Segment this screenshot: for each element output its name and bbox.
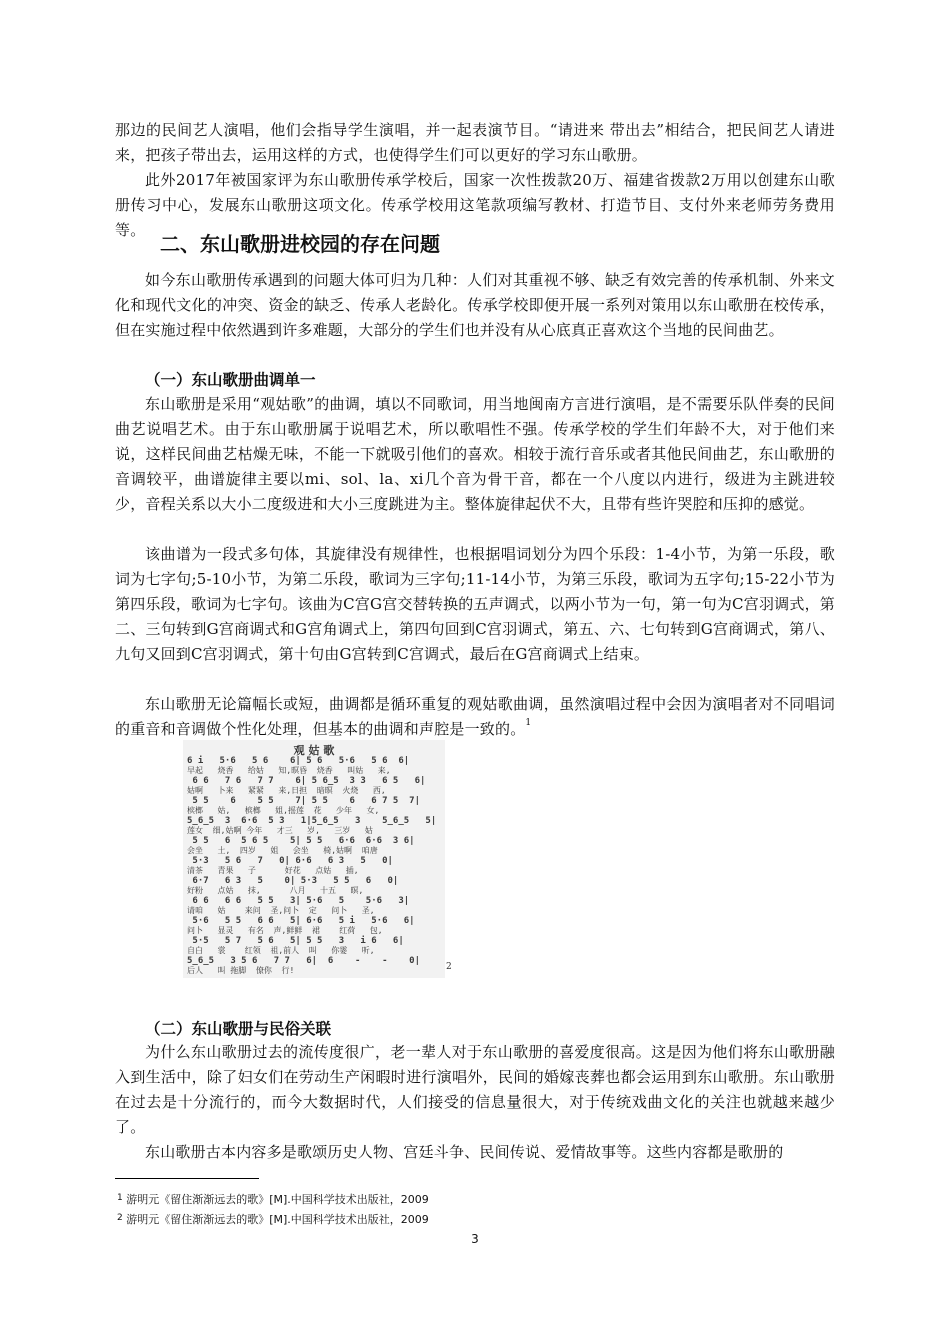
- score-note-line: 5 5 6 5 5 7| 5 5 6 6 7 5 7|: [187, 796, 420, 806]
- score-note-line: 5̲6̲5 3 5 6 7 7 6| 6 - - 0|: [187, 956, 420, 966]
- score-note-line: 5·3 5 6 7 0| 6·6 6 3 5 0|: [187, 856, 393, 866]
- footnote: [117, 1192, 429, 1207]
- paragraph: 东山歌册是采用“观姑歌”的曲调，填以不同歌词，用当地闽南方言进行演唱，是不需要乐队伴奏的民间曲艺说唱艺术。由于东山歌册属于说唱艺术，所以歌唱性不强。传承学校的学生们年龄不大，对于他们来说，这样民间曲艺枯燥无味，不能一下就吸引他们的喜欢。相较于流行音乐或者其他民间曲艺，东山歌册的音调较平，曲谱旋律主要以mi、sol、la、xi几个音为骨干音，都在一个八度以内进行，级进为主跳进较少，音程关系以大小二度级进和大小三度跳进为主。整体旋律起伏不大，且带有些许哭腔和压抑的感觉。: [115, 395, 835, 513]
- score-lyric-line: 清茶 青果 子 好花 点姑 插,: [187, 866, 359, 875]
- footnote-text: 游明元《留住渐渐远去的歌》[M].中国科学技术出版社，2009: [126, 1213, 429, 1226]
- paragraph: 为什么东山歌册过去的流传度很广，老一辈人对于东山歌册的喜爱度很高。这是因为他们将东山歌册融入到生活中，除了妇女们在劳动生产闲暇时进行演唱外，民间的婚嫁丧葬也都会运用到东山歌册。东山歌册在过去是十分流行的，而今大数据时代，人们接受的信息量很大，对于传统戏曲文化的关注也就越来越少了。: [115, 1043, 835, 1136]
- paragraph: 东山歌册古本内容多是歌颂历史人物、宫廷斗争、民间传说、爱情故事等。这些内容都是歌册的: [145, 1143, 784, 1161]
- paragraph: 如今东山歌册传承遇到的问题大体可归为几种：人们对其重视不够、缺乏有效完善的传承机制、外来文化和现代文化的冲突、资金的缺乏、传承人老龄化。传承学校即便开展一系列对策用以东山歌册在校传承，但在实施过程中依然遇到许多难题，大部分的学生们也并没有从心底真正喜欢这个当地的民间曲艺。: [115, 271, 835, 339]
- subsection-heading: （二）东山歌册与民俗关联: [145, 1020, 332, 1038]
- paragraph: 那边的民间艺人演唱，他们会指导学生演唱，并一起表演节目。“请进来 带出去”相结合，把民间艺人请进来，把孩子带出去，运用这样的方式，也使得学生们可以更好的学习东山歌册。: [115, 121, 835, 164]
- score-note-line: 5̲6̲5 3 6·6 5 3 1|5̲6̲5 3 5̲6̲5 5|: [187, 816, 437, 826]
- footnote-ref: 1: [525, 718, 532, 728]
- paragraph-text: 东山歌册无论篇幅长或短，曲调都是循环重复的观姑歌曲调，虽然演唱过程中会因为演唱者对不同唱词的重音和音调做个性化处理，但基本的曲调和声腔是一致的。: [115, 695, 835, 738]
- page-number: 3: [471, 1232, 479, 1246]
- footnote: [117, 1212, 429, 1227]
- subsection-heading: （一）东山歌册曲调单一: [145, 371, 316, 389]
- score-lyric-line: 后人 叫 拖脚 僚你 行!: [187, 966, 295, 975]
- footnote-mark: 1: [117, 1193, 123, 1203]
- paragraph: 该曲谱为一段式多句体，其旋律没有规律性，也根据唱词划分为四个乐段：1-4小节，为第一乐段，歌词为七字句;5-10小节，为第二乐段，歌词为三字句;11-14小节，为第三乐段，歌词为五字句;15-22小节为第四乐段，歌词为七字句。该曲为C宫G宫交替转换的五声调式，以两小节为一句，第一句为C宫羽调式，第二、三句转到G宫商调式和G宫角调式上，第四句回到C宫羽调式，第五、六、七句转到G宫商调式，第八、九句又回到C宫羽调式，第十句由G宫转到C宫调式，最后在G宫商调式上结束。: [115, 545, 835, 663]
- paragraph: 此外2017年被国家评为东山歌册传承学校后，国家一次性拨款20万、福建省拨款2万用以创建东山歌册传习中心，发展东山歌册这项文化。传承学校用这笔款项编写教材、打造节目、支付外来老师劳务费用等。: [115, 171, 835, 239]
- score-note-line: 6·7 6 3 5 0| 5·3 5 5 6 0|: [187, 876, 399, 886]
- score-lyric-line: 莲女 细,姑啊 今年 才三 岁, 三岁 姑: [187, 826, 373, 835]
- score-note-line: 5 5 6 5 6 5 5| 5 5 6·6 6·6 3 6|: [187, 836, 415, 846]
- score-lyric-line: 问卜 显灵 有名 声,鲜鲜 裙 红荷 包,: [187, 926, 383, 935]
- section-heading: 二、东山歌册进校园的存在问题: [160, 232, 440, 256]
- score-lyric-line: 会坐 土, 四岁 姐 会坐 椅,姑啊 咱唐: [187, 846, 378, 855]
- score-note-line: 6 6 7 6 7 7 6| 5 6̲5 3 3 6 5 6|: [187, 776, 426, 786]
- score-lyric-line: 姑啊 卜来 紧紧 来,日担 暗暝 火烧 西,: [187, 786, 386, 795]
- score-lyric-line: 请咱 姑 来问 圣,问卜 定 问卜 圣,: [187, 906, 375, 915]
- score-lyric-line: 好粉 点姑 抹, 八月 十五 暝,: [187, 886, 364, 895]
- footnote-text: 游明元《留住渐渐远去的歌》[M].中国科学技术出版社，2009: [126, 1193, 429, 1206]
- score-note-line: 6 i 5·6 5 6 6| 5 6 5·6 5 6 6|: [187, 756, 410, 766]
- score-note-line: 5·5 5 7 5 6 5| 5 5 3 i 6 6|: [187, 936, 404, 946]
- figure-footnote-ref: 2: [446, 962, 452, 972]
- score-note-line: 6 6 6 6 5 5 3| 5·6 5 5·6 3|: [187, 896, 410, 906]
- score-lyric-line: 槟榔 姑, 槟榔 姐,摇莲 花 少年 女,: [187, 806, 380, 815]
- score-note-line: 5·6 5 5 6 6 5| 6·6 5 i 5·6 6|: [187, 916, 415, 926]
- footnote-mark: 2: [117, 1213, 123, 1223]
- score-title: 观 姑 歌: [293, 744, 335, 757]
- music-score-figure: [183, 740, 445, 978]
- paragraph: [115, 692, 835, 742]
- score-lyric-line: 自白 裳 红领 祖,前人 叫 你霎 听,: [187, 946, 375, 955]
- score-lyric-line: 早起 烧香 给姑 知,暝昏 烧香 叫姑 来,: [187, 766, 391, 775]
- footnote-divider: [115, 1178, 259, 1179]
